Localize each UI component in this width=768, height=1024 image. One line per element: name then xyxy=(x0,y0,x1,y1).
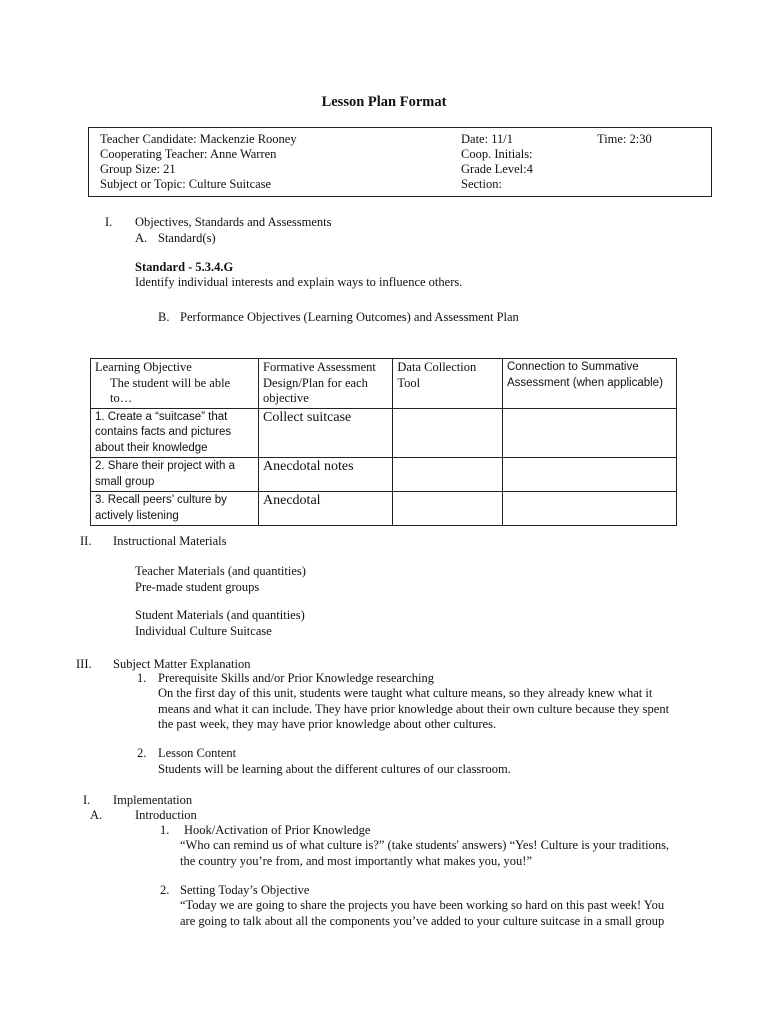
objective-paragraph xyxy=(180,898,664,929)
date: Date: 11/1 xyxy=(461,132,513,146)
group-size: Group Size: 21 xyxy=(100,162,176,176)
header-summative: Connection to Summative Assessment (when applicable) xyxy=(502,359,676,409)
section2-title: Instructional Materials xyxy=(113,534,227,548)
page-title: Lesson Plan Format xyxy=(321,94,447,110)
section4-number: I. xyxy=(83,793,91,807)
student-materials: Individual Culture Suitcase xyxy=(135,624,272,638)
standard-heading: Standard - 5.3.4.G xyxy=(135,260,234,274)
section4-item1-number: 1. xyxy=(160,823,170,837)
section1-b-title: Performance Objectives (Learning Outcomes) and Assessment Plan xyxy=(180,310,519,324)
teacher-materials: Pre-made student groups xyxy=(135,580,260,594)
header-student-able: The student will be able to… xyxy=(110,375,231,405)
section3-number: III. xyxy=(76,657,92,671)
header-formative: Formative Assessment Design/Plan for each objective xyxy=(259,359,393,409)
section4-a-label: A. xyxy=(90,808,103,822)
paragraph-line: are going to talk about all the components you’ve added to your culture suitcase in a small group xyxy=(180,913,665,928)
lesson-content-text: Students will be learning about the different cultures of our classroom. xyxy=(158,762,511,776)
paragraph-line: On the first day of this unit, students were taught what culture means, so they already knew what it xyxy=(158,686,653,700)
paragraph-line: the past week, they may have prior knowledge about other cultures. xyxy=(158,717,497,731)
section3-item1-number: 1. xyxy=(137,671,147,685)
row1-objective: 1. Create a “suitcase” that contains facts and pictures about their knowledge xyxy=(91,408,259,458)
row2-data-collection xyxy=(393,458,503,492)
section4-title: Implementation xyxy=(113,793,193,807)
section1-title: Objectives, Standards and Assessments xyxy=(135,215,332,229)
teacher-candidate: Teacher Candidate: Mackenzie Rooney xyxy=(100,132,297,146)
prior-knowledge-paragraph xyxy=(158,686,669,733)
table-row xyxy=(91,408,677,458)
section3-item1-title: Prerequisite Skills and/or Prior Knowledge researching xyxy=(158,671,434,685)
row3-summative xyxy=(502,492,676,526)
table-header-row xyxy=(91,359,677,409)
row3-objective: 3. Recall peers’ culture by actively listening xyxy=(91,492,259,526)
section3-item2-title: Lesson Content xyxy=(158,746,237,760)
section1-a-title: Standard(s) xyxy=(158,231,216,245)
paragraph-line: “Today we are going to share the projects you have been working so hard on this past week! You xyxy=(180,898,665,912)
section2-number: II. xyxy=(80,534,92,548)
section3-item2-number: 2. xyxy=(137,746,147,760)
header-learning-objective xyxy=(91,359,259,409)
section: Section: xyxy=(461,177,502,191)
paragraph-line: “Who can remind us of what culture is?” (take students' answers) “Yes! Culture is your traditions, xyxy=(180,838,670,852)
grade-level: Grade Level:4 xyxy=(461,162,533,176)
section4-a-title: Introduction xyxy=(135,808,197,822)
cooperating-teacher: Cooperating Teacher: Anne Warren xyxy=(100,147,277,161)
section4-item2-title: Setting Today’s Objective xyxy=(180,883,310,897)
subject-topic: Subject or Topic: Culture Suitcase xyxy=(100,177,272,191)
student-materials-label: Student Materials (and quantities) xyxy=(135,608,305,622)
hook-paragraph xyxy=(180,838,669,869)
paragraph-line: means and what it can include. They have prior knowledge about their own culture because they spent xyxy=(158,701,670,716)
paragraph-line: the country you’re from, and most importantly what makes you, you!” xyxy=(180,853,533,868)
row2-summative xyxy=(502,458,676,492)
objectives-table xyxy=(90,358,677,526)
row2-objective: 2. Share their project with a small group xyxy=(91,458,259,492)
header-learning-objective-label: Learning Objective xyxy=(95,360,192,374)
table-row xyxy=(91,492,677,526)
standard-text: Identify individual interests and explain ways to influence others. xyxy=(135,275,463,289)
row3-formative: Anecdotal xyxy=(259,492,393,526)
section4-item1-title: Hook/Activation of Prior Knowledge xyxy=(184,823,371,837)
header-info-box xyxy=(88,127,712,197)
section3-title: Subject Matter Explanation xyxy=(113,657,251,671)
header-data-collection: Data Collection Tool xyxy=(393,359,503,409)
row1-formative: Collect suitcase xyxy=(259,408,393,458)
table-row xyxy=(91,458,677,492)
section1-b-label: B. xyxy=(158,310,170,324)
coop-initials: Coop. Initials: xyxy=(461,147,533,161)
section4-item2-number: 2. xyxy=(160,883,170,897)
row1-data-collection xyxy=(393,408,503,458)
section1-a-label: A. xyxy=(135,231,148,245)
teacher-materials-label: Teacher Materials (and quantities) xyxy=(135,564,306,578)
row1-summative xyxy=(502,408,676,458)
row3-data-collection xyxy=(393,492,503,526)
row2-formative: Anecdotal notes xyxy=(259,458,393,492)
time: Time: 2:30 xyxy=(597,132,652,146)
section1-number: I. xyxy=(105,215,113,229)
